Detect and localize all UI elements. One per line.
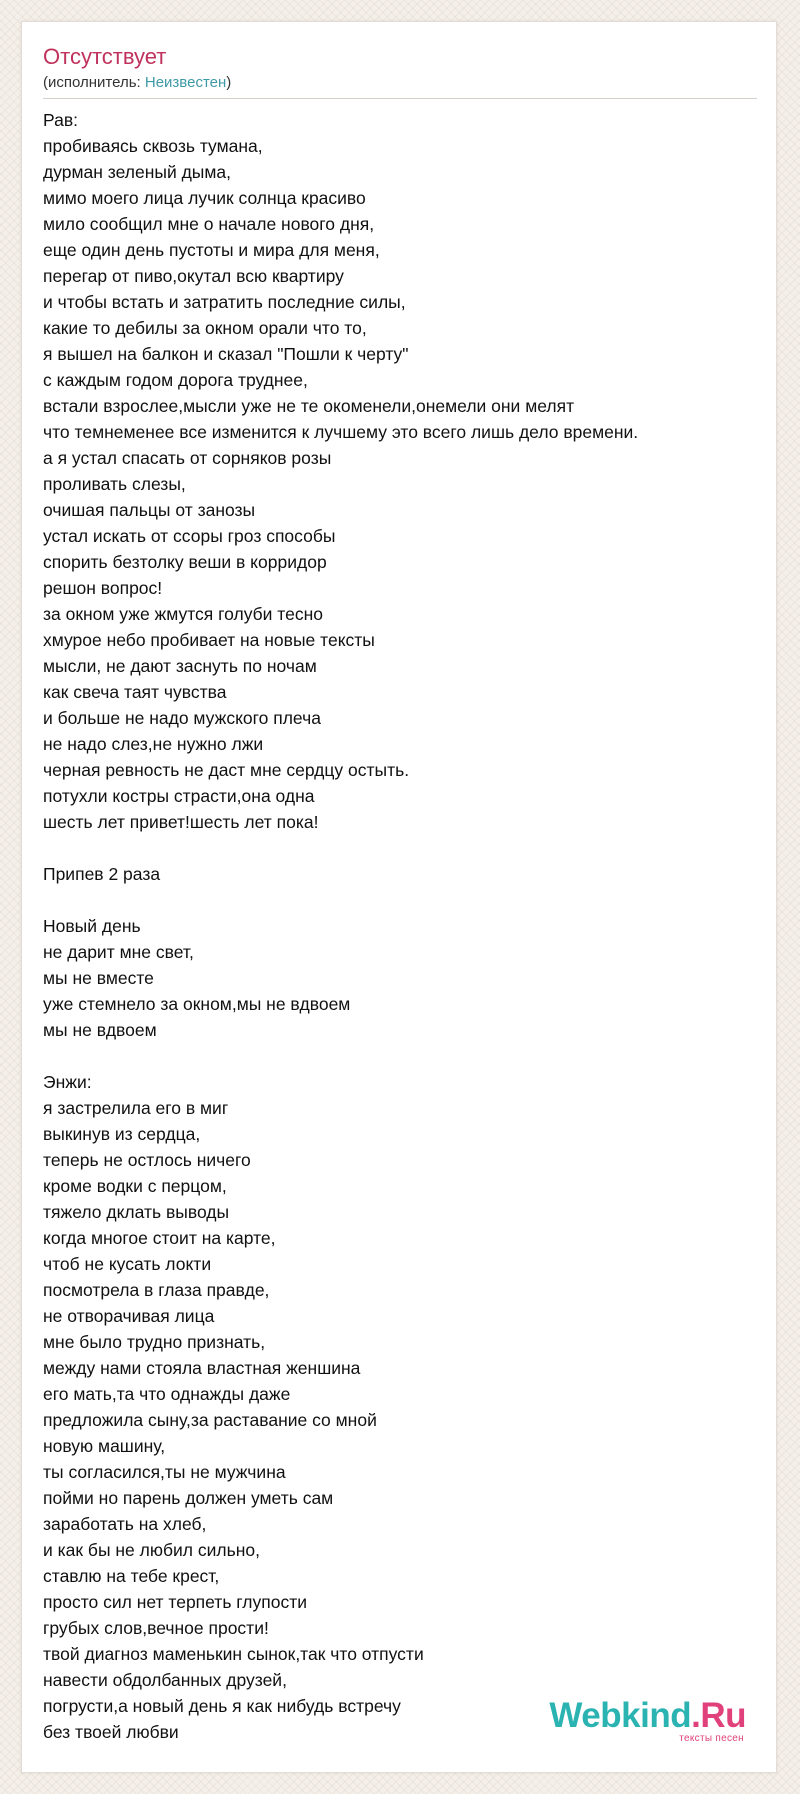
performer-prefix: (исполнитель: <box>43 74 145 91</box>
watermark-domain: .Ru <box>691 1696 746 1735</box>
song-title: Отсутствует <box>43 44 167 69</box>
performer-line <box>43 73 231 93</box>
performer-suffix: ) <box>226 74 232 91</box>
performer-link[interactable]: Неизвестен <box>144 74 227 91</box>
watermark-brand: Webkind <box>549 1696 692 1735</box>
lyrics-text: Рав: пробиваясь сквозь тумана, дурман зеленый дыма, мимо моего лица лучик солнца красиво мило сообщил мне о начале нового дня, еще один день пустоты и мира для меня, перегар от пиво,окутал всю квартиру и чтобы встать и затратить последние силы, какие то дебилы за окном орали что то, я вышел на балкон и сказал "Пошли к черту" с каждым годом дорога труднее, встали взрослее,мысли уже не те окоменели,онемели они мелят что темнеменее все изменится к лучшему это всего лишь дело времени. а я устал спасать от сорняков розы проливать слезы, очишая пальцы от занозы устал искать от ссоры гроз способы спорить безтолку веши в корридор решон вопрос! за окном уже жмутся голуби тесно хмурое небо пробивает на новые тексты мысли, не дают заснуть по ночам как свеча таят чувства и больше не надо мужского плеча не надо слез,не нужно лжи черная ревность не даст мне сердцу остыть. потухли костры страсти,она одна шесть лет привет!шесть лет пока! Припев 2 раза Новый день не дарит мне свет, мы не вместе уже стемнело за окном,мы не вдвоем мы не вдвоем Энжи: я застрелила его в миг выкинув из сердца, теперь не остлось ничего кроме водки с перцом, тяжело дклать выводы когда многое стоит на карте, чтоб не кусать локти посмотрела в глаза правде, не отворачивая лица мне было трудно признать, между нами стояла властная женшина его мать,та что однажды даже предложила сыну,за раставание со мной новую машину, ты согласился,ты не мужчина пойми но парень должен уметь сам заработать на хлеб, и как бы не любил сильно, ставлю на тебе крест, просто сил нет терпеть глупости грубых слов,вечное прости! твой диагноз маменькин сынок,так что отпусти навести обдолбанных друзей, погрусти,а новый день я как нибудь встречу без твоей любви <box>43 110 639 1742</box>
watermark-logo <box>549 1696 746 1735</box>
title-divider <box>43 98 757 99</box>
watermark-tagline: тексты песен <box>679 1733 744 1744</box>
site-watermark <box>549 1698 746 1744</box>
lyrics-card <box>21 21 777 1773</box>
